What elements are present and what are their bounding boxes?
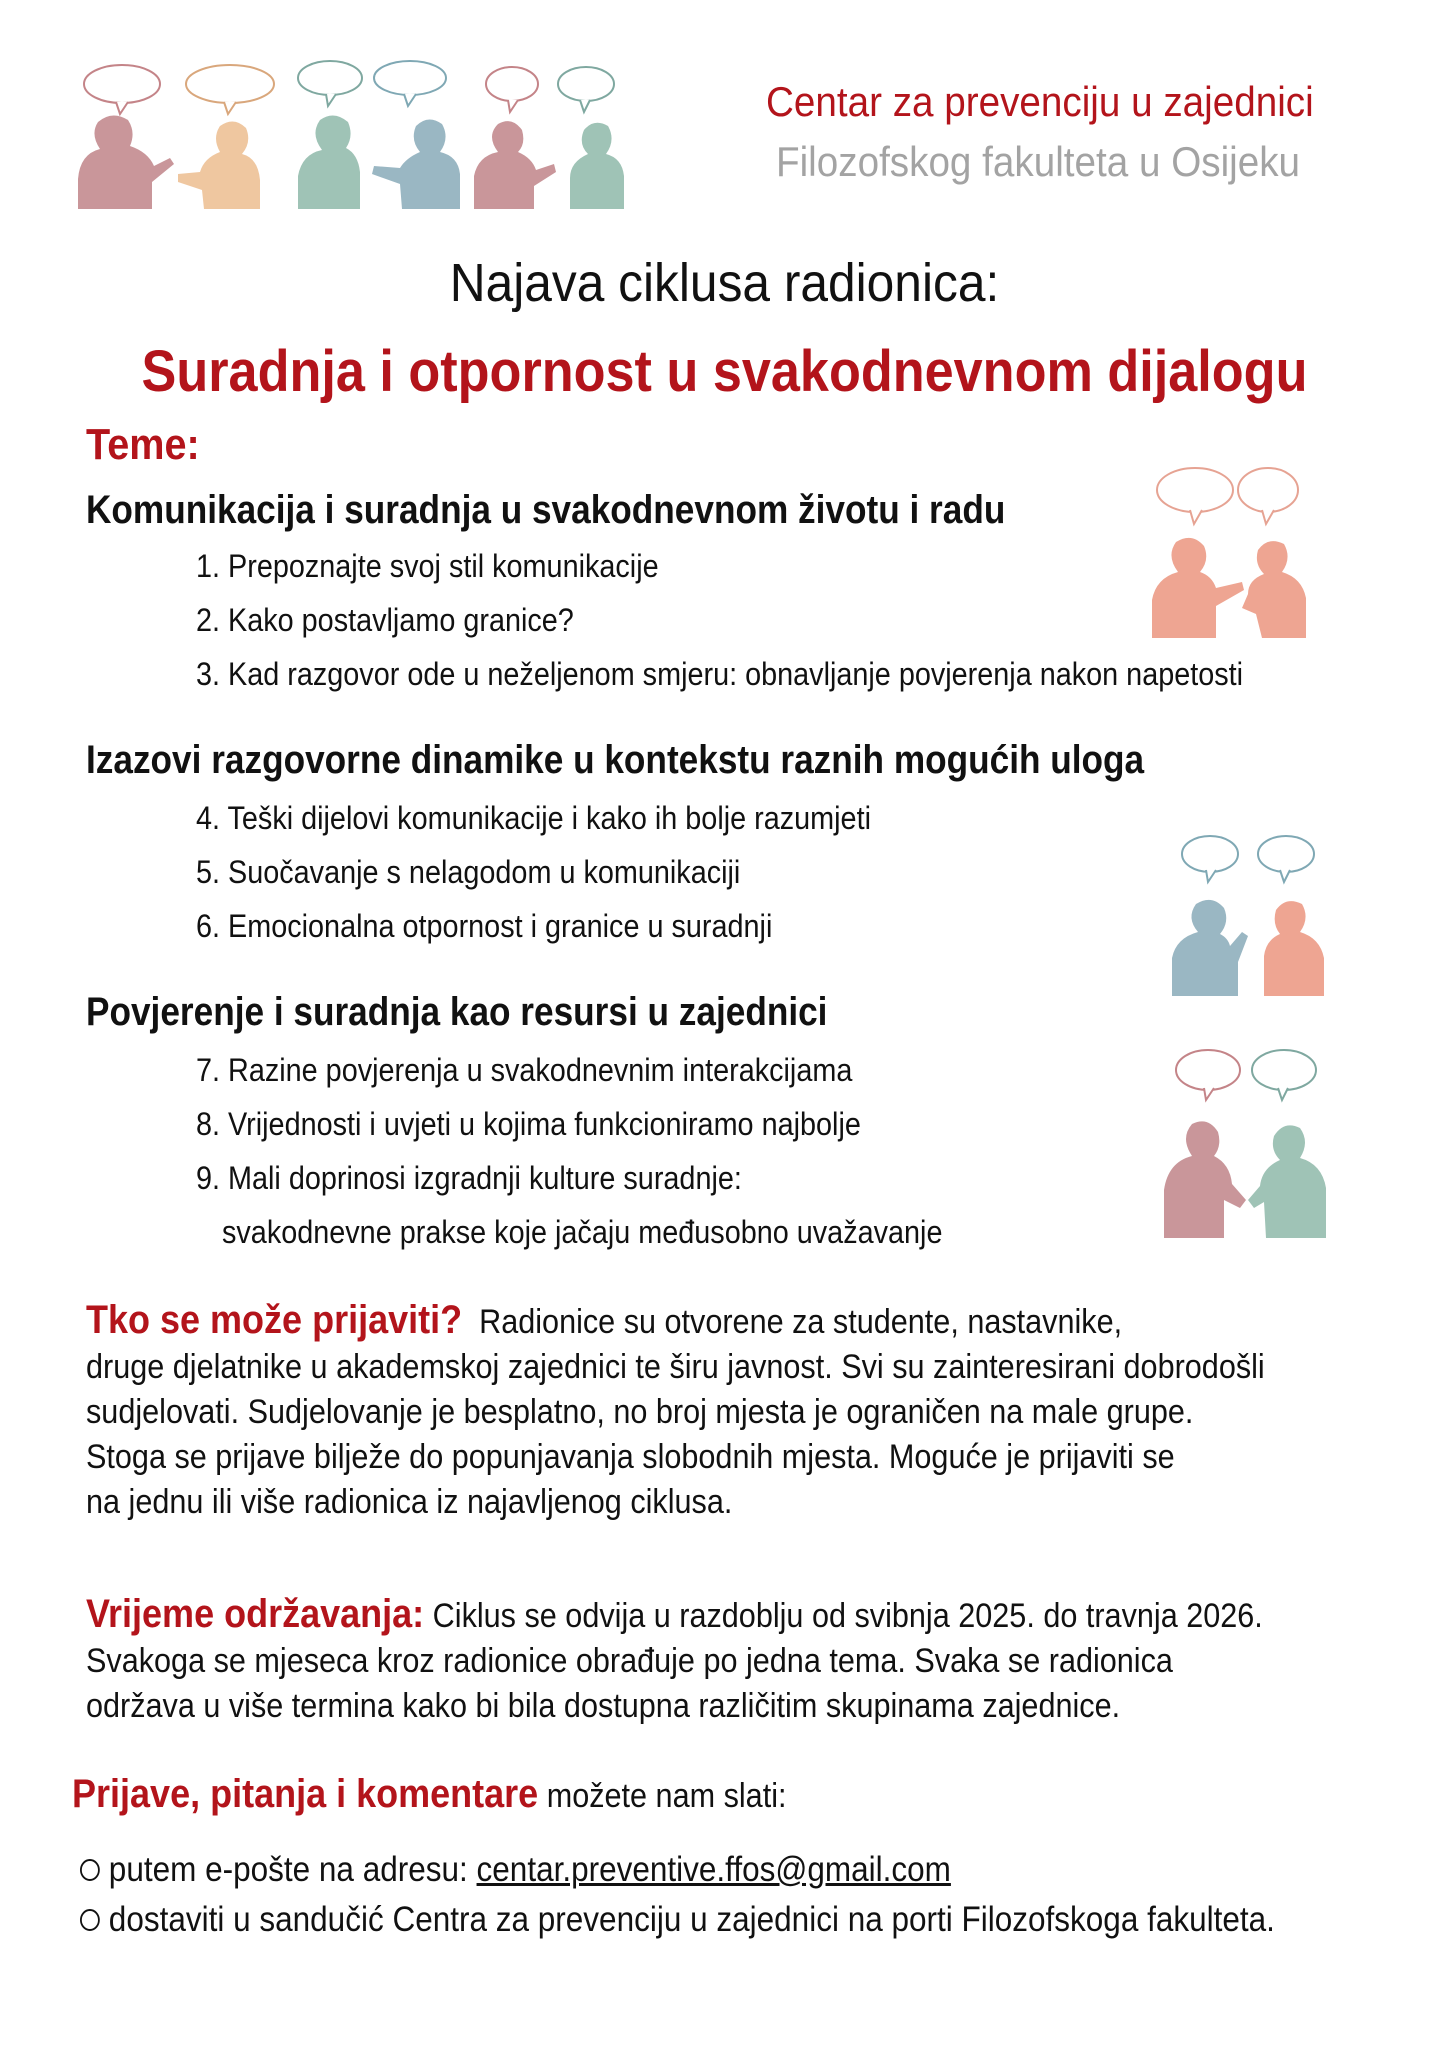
section-heading-2: Izazovi razgovorne dinamike u kontekstu raznih mogućih uloga — [86, 738, 1145, 782]
topic-item-5: 5. Suočavanje s nelagodom u komunikaciji — [196, 854, 741, 890]
people-talking-icon — [1160, 1040, 1330, 1240]
circle-bullet-icon — [80, 1859, 100, 1881]
topic-item-8: 8. Vrijednosti i uvjeti u kojima funkcioniramo najbolje — [196, 1106, 861, 1142]
speech-bubble-icon — [1182, 836, 1238, 882]
speech-bubble-icon — [1258, 836, 1314, 882]
contact-label: Prijave, pitanja i komentare — [72, 1772, 539, 1816]
topics-label: Teme: — [86, 420, 200, 469]
topic-item-7: 7. Razine povjerenja u svakodnevnim interakcijama — [196, 1052, 853, 1088]
header-people-illustration — [70, 54, 630, 214]
org-name-line1: Centar za prevenciju u zajednici — [766, 78, 1314, 125]
speech-bubble-icon — [558, 67, 614, 112]
who-line-4: Stoga se prijave bilježe do popunjavanja slobodnih mjesta. Moguće je prijaviti se — [86, 1438, 1175, 1476]
topic-item-4: 4. Teški dijelovi komunikacije i kako ih bolje razumjeti — [196, 800, 871, 836]
contact-bullet-email — [80, 1850, 951, 1890]
section-heading-3: Povjerenje i suradnja kao resursi u zajednici — [86, 990, 828, 1034]
schedule-line-1: Ciklus se odvija u razdoblju od svibnja 2025. do travnja 2026. — [432, 1597, 1263, 1635]
people-talking-icon — [1168, 828, 1328, 998]
contact-text: možete nam slati: — [546, 1777, 787, 1815]
page-title: Suradnja i otpornost u svakodnevnom dijalogu — [141, 339, 1308, 404]
section-heading-1: Komunikacija i suradnja u svakodnevnom životu i radu — [86, 488, 1006, 532]
people-talking-icon — [298, 115, 460, 209]
who-can-apply-paragraph — [86, 1298, 1364, 1525]
who-line-1: Radionice su otvorene za studente, nastavnike, — [479, 1303, 1123, 1341]
schedule-label: Vrijeme održavanja: — [86, 1592, 425, 1636]
speech-bubble-icon — [186, 65, 274, 114]
topic-item-9-continuation: svakodnevne prakse koje jačaju međusobno uvažavanje — [222, 1214, 943, 1250]
email-link[interactable]: centar.preventive.ffos@gmail.com — [476, 1850, 951, 1889]
speech-bubble-icon — [1157, 468, 1233, 524]
who-line-5: na jednu ili više radionica iz najavljenog ciklusa. — [86, 1483, 733, 1521]
contact-paragraph — [72, 1772, 1350, 1819]
topic-item-3: 3. Kad razgovor ode u neželjenom smjeru: obnavljanje povjerenja nakon napetosti — [196, 656, 1244, 692]
people-talking-icon — [1150, 460, 1310, 640]
speech-bubble-icon — [84, 65, 160, 114]
topic-item-1: 1. Prepoznajte svoj stil komunikacije — [196, 548, 659, 584]
circle-bullet-icon — [80, 1909, 100, 1931]
who-can-apply-label: Tko se može prijaviti? — [86, 1298, 463, 1342]
schedule-line-2: Svakoga se mjeseca kroz radionice obrađuje po jedna tema. Svaka se radionica — [86, 1642, 1173, 1680]
people-talking-icon — [474, 121, 624, 209]
who-line-2: druge djelatnike u akademskoj zajednici te širu javnost. Svi su zainteresirani dobrodošli — [86, 1348, 1265, 1386]
who-line-3: sudjelovati. Sudjelovanje je besplatno, no broj mjesta je ograničen na male grupe. — [86, 1393, 1194, 1431]
speech-bubble-icon — [1176, 1050, 1240, 1100]
people-talking-icon — [78, 115, 260, 209]
schedule-line-3: održava u više termina kako bi bila dostupna različitim skupinama zajednice. — [86, 1687, 1121, 1725]
org-name-line2: Filozofskog fakulteta u Osijeku — [776, 138, 1301, 185]
email-prefix: putem e-pošte na adresu: — [108, 1850, 477, 1889]
schedule-paragraph — [86, 1592, 1364, 1729]
speech-bubble-icon — [1252, 1050, 1316, 1100]
topic-item-9: 9. Mali doprinosi izgradnji kulture suradnje: — [196, 1160, 742, 1196]
contact-bullet-mailbox — [80, 1900, 1275, 1940]
announcement-heading: Najava ciklusa radionica: — [449, 253, 1000, 313]
topic-item-6: 6. Emocionalna otpornost i granice u suradnji — [196, 908, 773, 944]
speech-bubble-icon — [374, 61, 446, 106]
topic-item-2: 2. Kako postavljamo granice? — [196, 602, 574, 638]
speech-bubble-icon — [1238, 468, 1298, 524]
speech-bubble-icon — [298, 61, 362, 106]
mailbox-text: dostaviti u sandučić Centra za prevenciju u zajednici na porti Filozofskoga fakulteta. — [108, 1900, 1275, 1939]
speech-bubble-icon — [486, 67, 538, 112]
